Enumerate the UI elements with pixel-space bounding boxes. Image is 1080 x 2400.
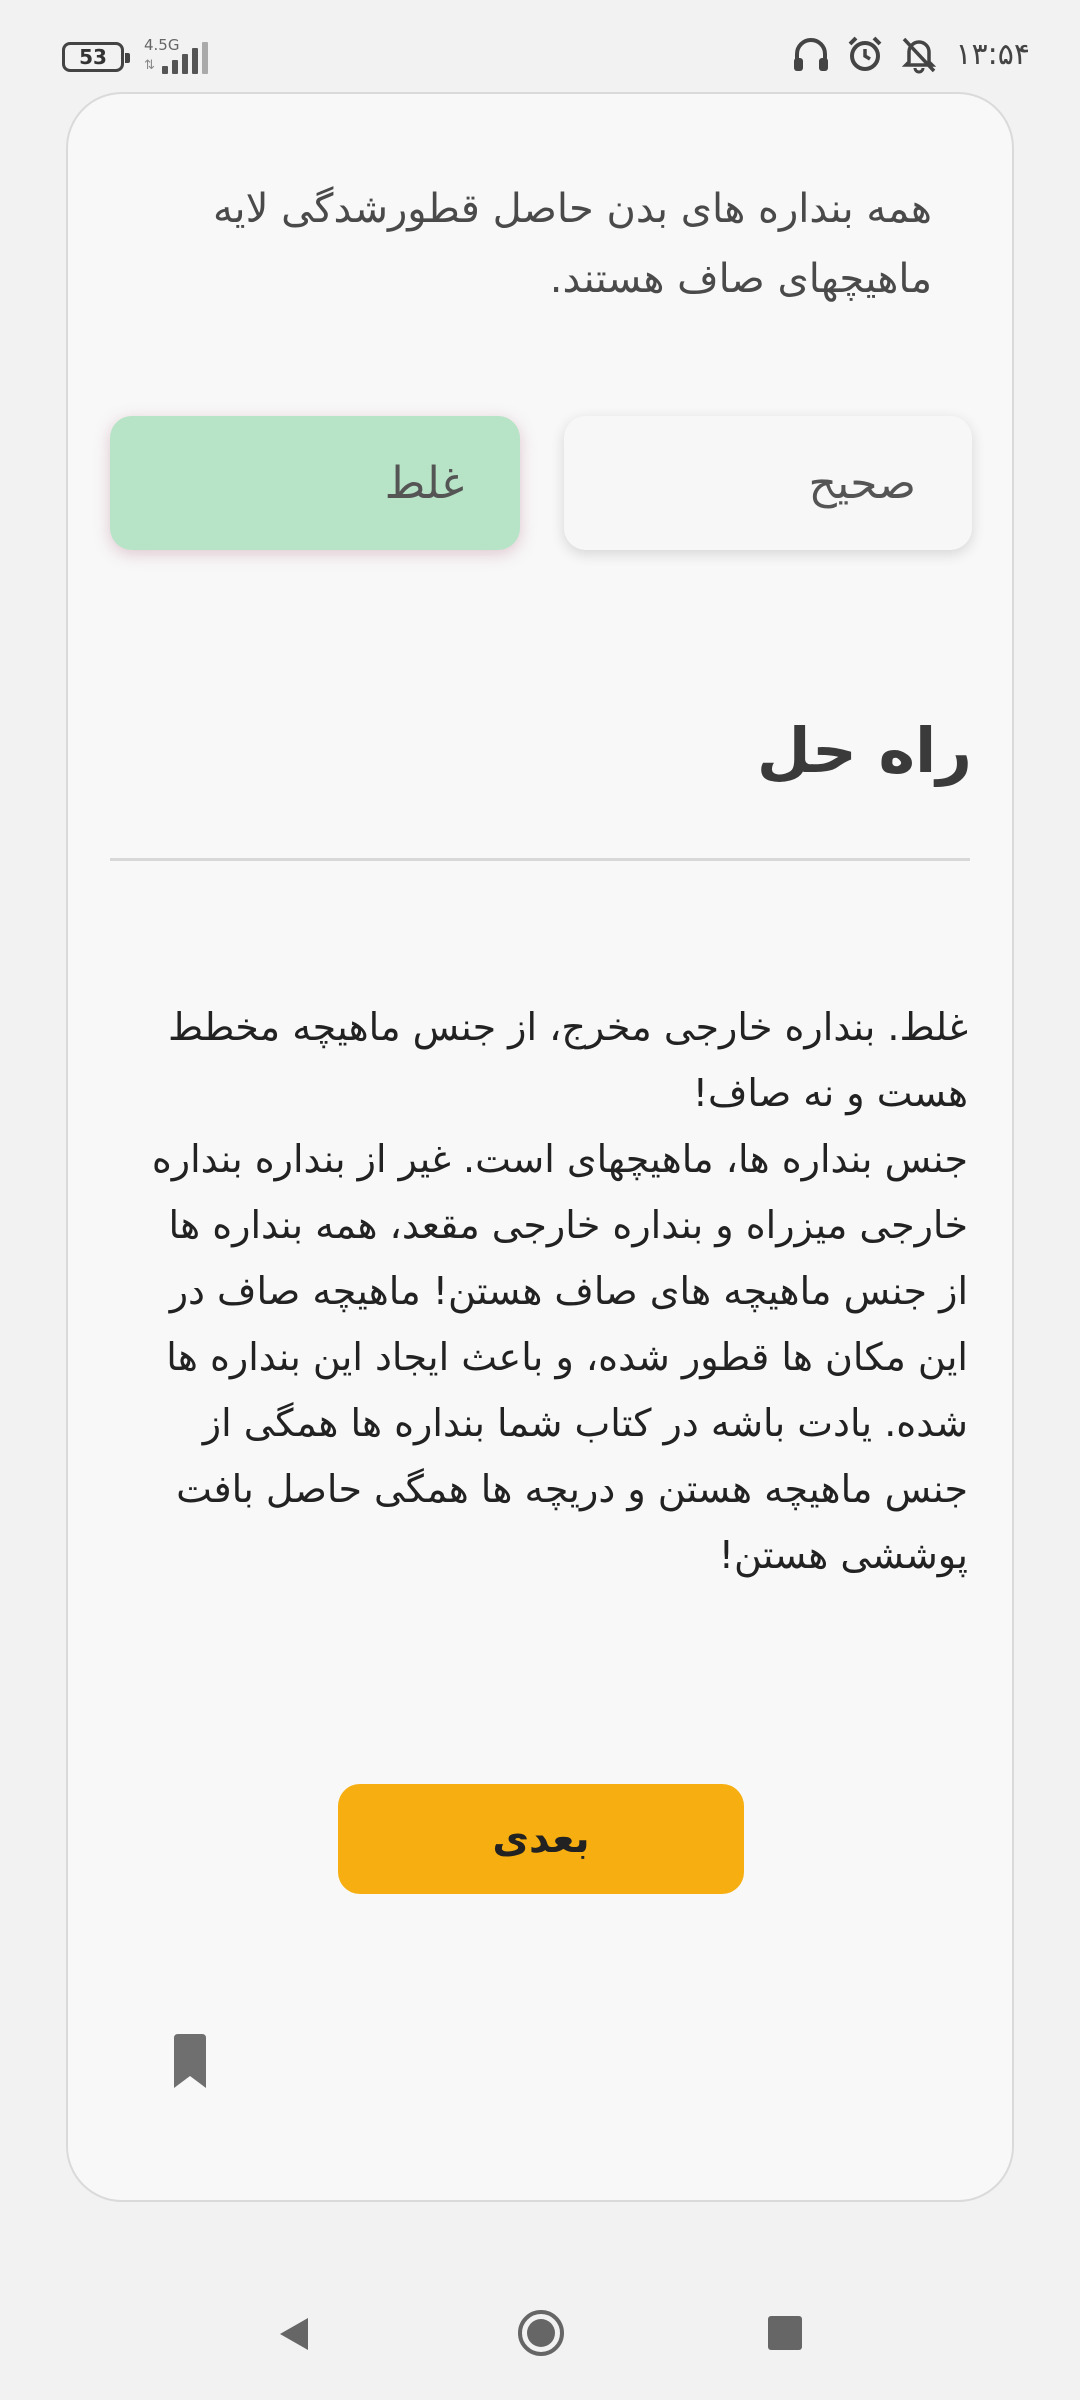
battery-indicator [62, 42, 124, 72]
battery-level: 53 [79, 45, 107, 69]
network-type: 4.5G [144, 36, 180, 54]
notifications-off-icon [899, 34, 939, 74]
data-activity-icon: ⇅ [144, 58, 155, 73]
answer-correct-button[interactable] [564, 416, 972, 550]
answer-correct-label: صحیح [808, 457, 916, 509]
bookmark-icon[interactable] [172, 2034, 208, 2090]
answer-wrong-button[interactable] [110, 416, 520, 550]
question-card [66, 92, 1014, 2202]
solution-text: غلط. بنداره خارجی مخرج، از جنس ماهیچه مخطط هست و نه صاف! جنس بنداره ها، ماهیچهای است. غیر از بنداره بنداره خارجی میزراه و بنداره خارجی مقعد، همه بنداره ها از جنس ماهیچه های صاف هستن! ماهیچه صاف در این مکان ها قطور شده، و باعث ایجاد این بنداره ها شده. یادت باشه در کتاب شما بنداره ها همگی از جنس ماهیچه هستن و دریچه ها همگی حاصل بافت پوششی هستن! [151, 1005, 968, 1577]
navigation-bar [0, 2268, 1080, 2400]
question-text: همه بنداره های بدن حاصل قطورشدگی لایه ماهیچهای صاف هستند. [212, 186, 932, 302]
back-icon[interactable] [274, 2314, 314, 2358]
status-bar [0, 0, 1080, 100]
headphones-icon [791, 34, 831, 74]
next-button-label: بعدی [492, 1816, 590, 1862]
answer-wrong-label: غلط [384, 457, 464, 509]
home-icon[interactable] [516, 2308, 566, 2362]
divider [110, 858, 970, 861]
next-button[interactable] [338, 1784, 744, 1894]
alarm-icon [845, 34, 885, 74]
clock: ۱۳:۵۴ [955, 36, 1030, 72]
status-icons [791, 32, 1030, 76]
signal-strength-icon [162, 40, 212, 74]
recents-icon[interactable] [766, 2314, 804, 2356]
solution-title: راه حل [756, 714, 972, 787]
